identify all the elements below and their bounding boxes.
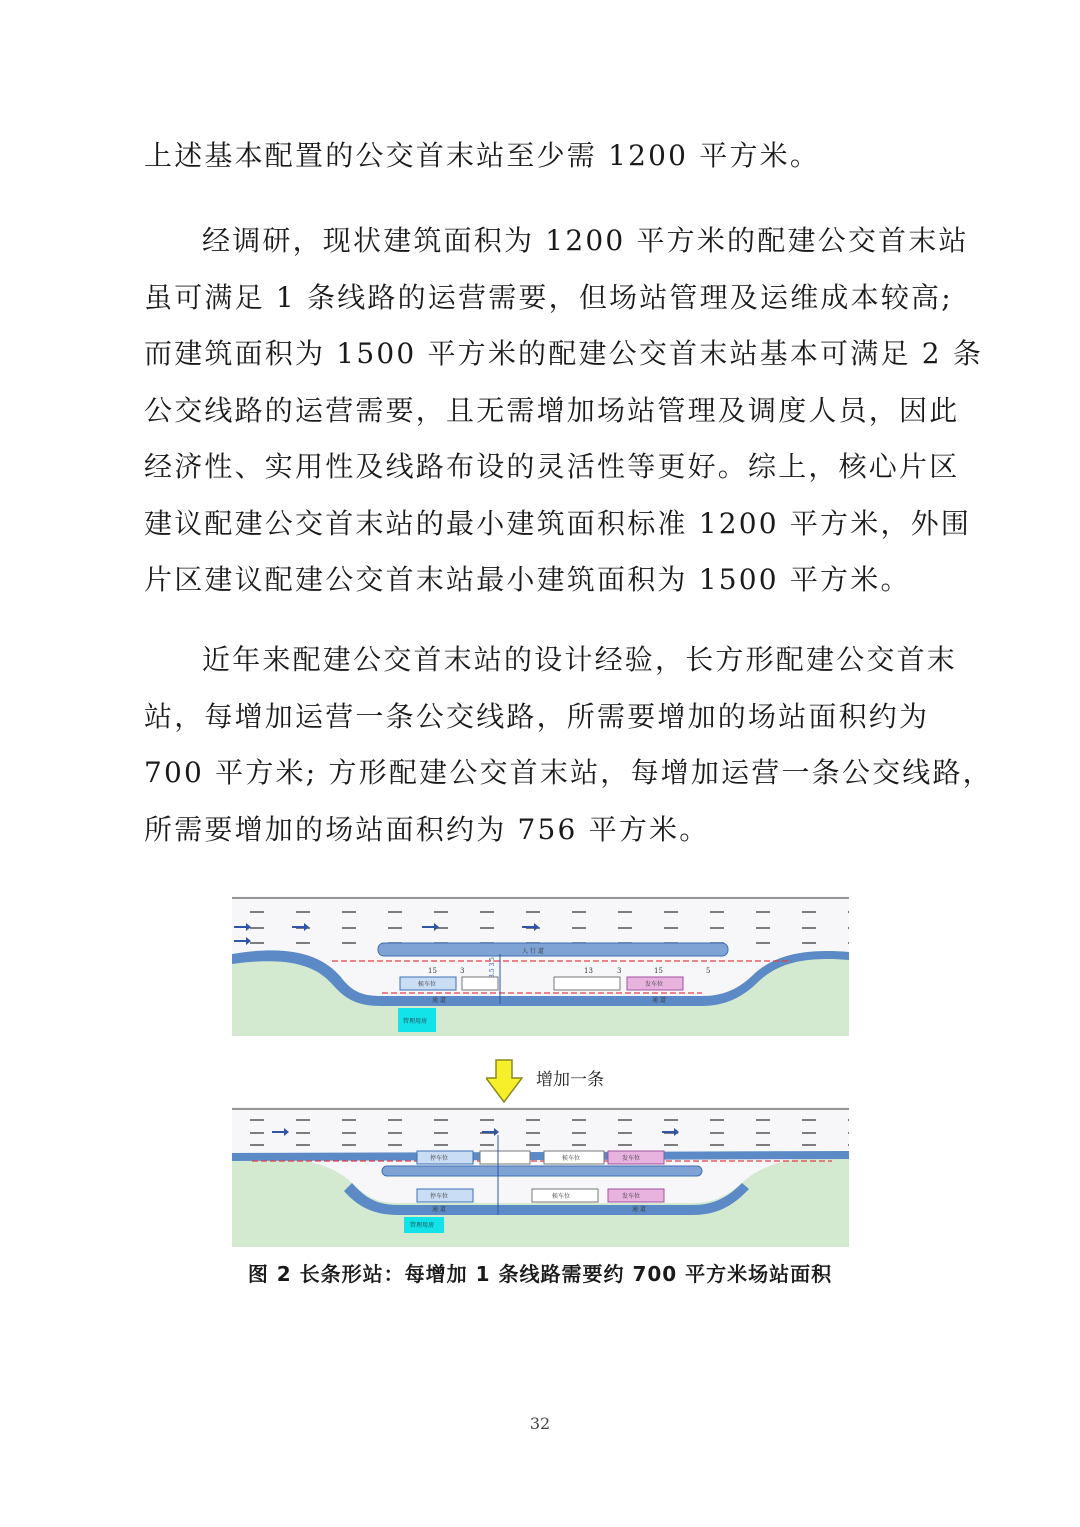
figure-caption: 图 2 长条形站：每增加 1 条线路需要约 700 平方米场站面积 [247, 1262, 833, 1286]
paragraph-line: 近年来配建公交首末站的设计经验，长方形配建公交首末 [202, 643, 958, 676]
paragraph-line: 经济性、实用性及线路布设的灵活性等更好。综上，核心片区 [144, 450, 960, 483]
dimension-label: 5 [706, 967, 711, 975]
dimension-label: 3 [460, 967, 465, 975]
lower-box-label: 发车位 [622, 1193, 641, 1200]
paragraph-line: 片区建议配建公交首末站最小建筑面积为 1500 平方米。 [144, 563, 911, 596]
upper-box-label: 停车位 [430, 1155, 449, 1162]
paragraph-line: 而建筑面积为 1500 平方米的配建公交首末站基本可满足 2 条 [144, 337, 984, 370]
dimension-label: 15 [654, 967, 663, 975]
paragraph-line: 上述基本配置的公交首末站至少需 1200 平方米。 [144, 139, 821, 172]
bay-box [554, 977, 620, 990]
paragraph-2 [144, 213, 984, 609]
paragraph-line: 虽可满足 1 条线路的运营需要，但场站管理及运维成本较高; [144, 280, 953, 314]
paragraph-3 [144, 632, 993, 858]
arrow-label: 增加一条 [536, 1070, 604, 1090]
passage-label: 通 道 [632, 1206, 646, 1213]
pedestrian-platform [378, 943, 728, 956]
right-box-label: 发车位 [645, 981, 664, 988]
platform-label: 人 行 道 [522, 948, 544, 955]
passage-label: 通 道 [432, 1206, 446, 1213]
lower-box-label: 候车位 [552, 1193, 571, 1200]
paragraph-line: 700 平方米; 方形配建公交首末站，每增加运营一条公交线路， [144, 756, 993, 789]
paragraph-line: 公交线路的运营需要，且无需增加场站管理及调度人员，因此 [144, 393, 960, 427]
station-diagram-before [232, 896, 849, 1036]
upper-box [480, 1151, 530, 1164]
dimension-label: 15 [428, 967, 437, 975]
paragraph-1 [144, 128, 924, 185]
vertical-dimension-label: 3.5 3.5 [489, 957, 496, 978]
station-diagram-after [232, 1107, 849, 1247]
dimension-label: 13 [584, 967, 593, 975]
kiosk-label: 管理用房 [410, 1222, 435, 1229]
pedestrian-platform [382, 1166, 702, 1176]
passage-label: 通 道 [652, 997, 666, 1004]
paragraph-line: 经调研，现状建筑面积为 1200 平方米的配建公交首末站 [202, 224, 969, 257]
upper-box-label: 发车位 [622, 1155, 641, 1162]
upper-box-label: 候车位 [562, 1155, 581, 1162]
kiosk-label: 管理用房 [403, 1018, 428, 1025]
paragraph-line: 建议配建公交首末站的最小建筑面积标准 1200 平方米，外围 [144, 506, 972, 540]
page-number: 32 [529, 1414, 551, 1433]
paragraph-line: 所需要增加的场站面积约为 756 平方米。 [144, 812, 710, 846]
lower-box-label: 停车位 [430, 1193, 449, 1200]
down-arrow-icon [486, 1060, 522, 1102]
passage-label: 通 道 [432, 997, 446, 1004]
dimension-label: 3 [617, 967, 622, 975]
left-box-label: 候车位 [418, 981, 437, 988]
paragraph-line: 站，每增加运营一条公交线路，所需要增加的场站面积约为 [144, 699, 930, 733]
increase-arrow [486, 1058, 646, 1104]
